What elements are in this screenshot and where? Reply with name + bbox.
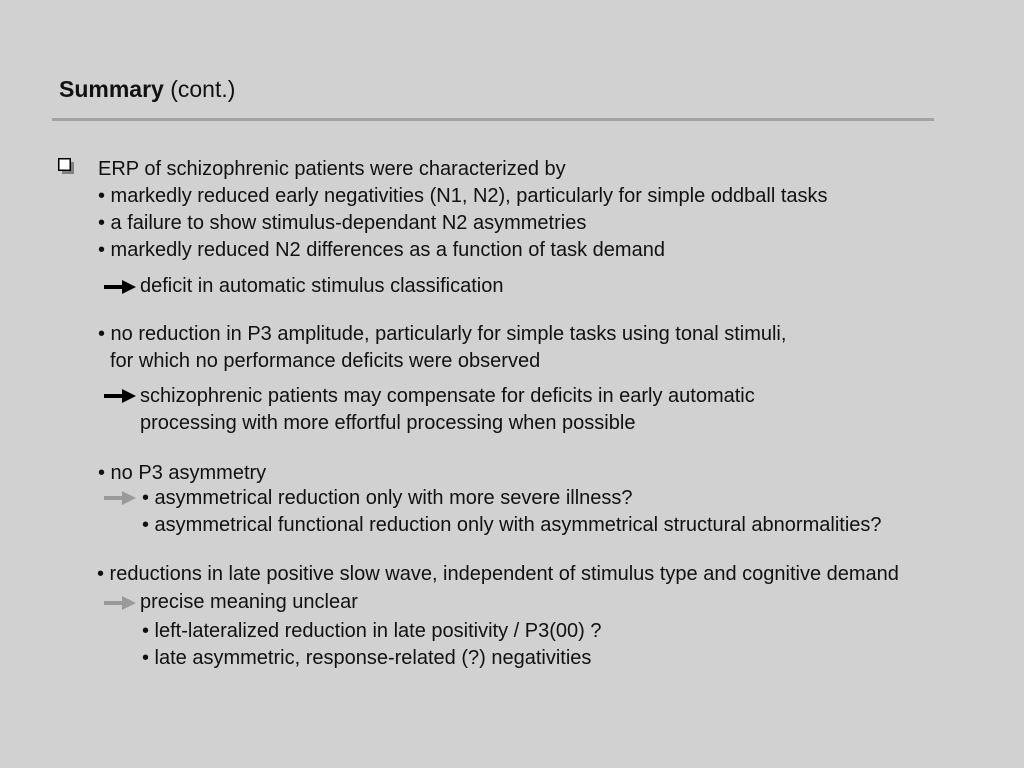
point-p3-amplitude-cont: for which no performance deficits were observed (110, 350, 541, 372)
conclusion-compensate: schizophrenic patients may compensate for deficits in early automatic (140, 385, 755, 407)
arrow-right-icon (104, 389, 136, 403)
arrow-right-icon (104, 491, 136, 505)
title-rest: (cont.) (170, 76, 236, 102)
point-slow-wave: • reductions in late positive slow wave, independent of stimulus type and cognitive demand (97, 563, 899, 585)
point-no-p3-asymmetry: • no P3 asymmetry (98, 462, 267, 484)
point-erp-intro: ERP of schizophrenic patients were characterized by (98, 158, 566, 180)
sub-point-n1-n2: • markedly reduced early negativities (N1, N2), particularly for simple oddball tasks (98, 185, 828, 207)
title-bold: Summary (59, 76, 164, 102)
sub-point-left-lateralized: • left-lateralized reduction in late positivity / P3(00) ? (142, 620, 602, 642)
slide-title (59, 75, 235, 103)
arrow-right-icon (104, 280, 136, 294)
sub-point-n2-asymmetry: • a failure to show stimulus-dependant N2 asymmetries (98, 212, 587, 234)
sub-point-severe-illness: • asymmetrical reduction only with more severe illness? (142, 487, 633, 509)
sub-point-task-demand: • markedly reduced N2 differences as a function of task demand (98, 239, 665, 261)
arrow-right-icon (104, 596, 136, 610)
conclusion-unclear: precise meaning unclear (140, 591, 358, 613)
sub-point-late-negativities: • late asymmetric, response-related (?) negativities (142, 647, 592, 669)
title-divider (52, 118, 934, 121)
conclusion-compensate-cont: processing with more effortful processing when possible (140, 412, 636, 434)
checkbox-bullet-icon (58, 158, 74, 174)
point-p3-amplitude: • no reduction in P3 amplitude, particularly for simple tasks using tonal stimuli, (98, 323, 787, 345)
conclusion-deficit: deficit in automatic stimulus classification (140, 275, 504, 297)
sub-point-structural: • asymmetrical functional reduction only with asymmetrical structural abnormalities? (142, 514, 882, 536)
